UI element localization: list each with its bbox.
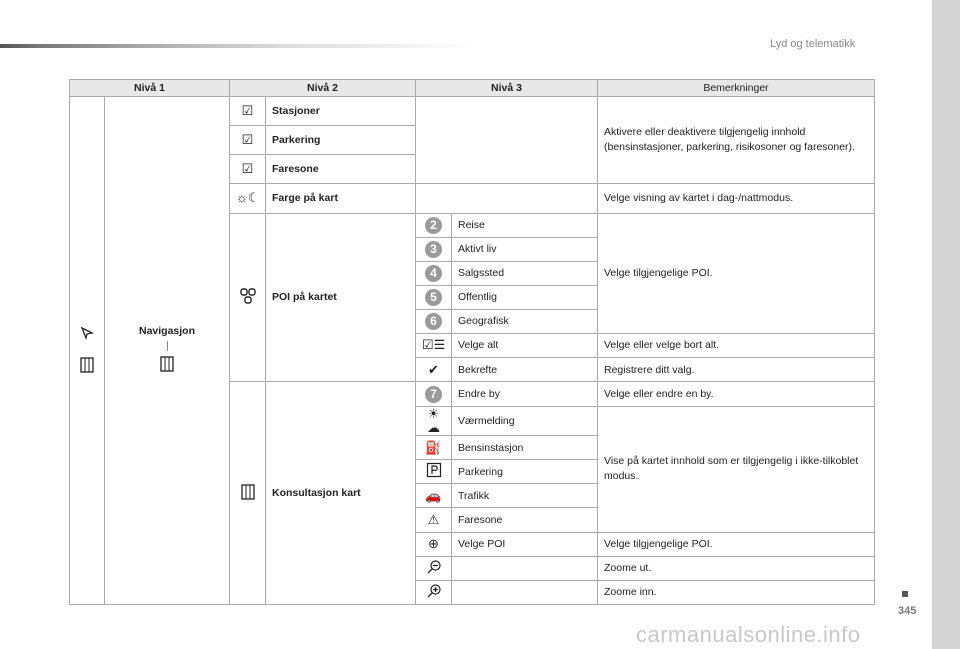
header-level-2: Nivå 2 [230, 80, 416, 97]
parking-icon [416, 460, 452, 484]
warning-icon: ⚠ [416, 508, 452, 532]
poi-number-badge: 4 [425, 265, 442, 282]
day-night-icon: ☼☾ [230, 184, 266, 213]
poi-icon [230, 213, 266, 382]
header-decoration [0, 44, 480, 48]
empty-cell [452, 556, 598, 580]
remark-poi: Velge tilgjengelige POI. [598, 213, 875, 333]
poi-number-badge: 5 [425, 289, 442, 306]
item-vaermelding: Værmelding [452, 407, 598, 436]
remark-endre: Velge eller endre en by. [598, 382, 875, 407]
remark-zoom-out: Zoome ut. [598, 556, 875, 580]
item-stasjoner: Stasjoner [266, 97, 416, 126]
item-velge-poi: Velge POI [452, 532, 598, 556]
remark-velge-poi: Velge tilgjengelige POI. [598, 532, 875, 556]
poi-item-aktivt-liv: Aktivt liv [452, 237, 598, 261]
table-row [70, 97, 875, 126]
table-header-row [70, 80, 875, 97]
map-menu-icon [159, 355, 175, 373]
side-tab-bar [932, 0, 960, 649]
poi-number-badge: 6 [425, 313, 442, 330]
empty-cell [452, 580, 598, 604]
traffic-car-icon: 🚗 [416, 484, 452, 508]
checkbox-icon: ☑ [230, 126, 266, 155]
remark-farge: Velge visning av kartet i dag-/nattmodus. [598, 184, 875, 213]
item-parkering-2: Parkering [452, 460, 598, 484]
item-parkering: Parkering [266, 126, 416, 155]
empty-cell [416, 97, 598, 184]
navigation-arrow-icon [79, 325, 95, 341]
map-book-icon [230, 382, 266, 605]
checkmark-icon: ✔ [416, 357, 452, 381]
level1-icons [70, 97, 105, 605]
poi-item-geografisk: Geografisk [452, 309, 598, 333]
navigation-label: Navigasjon [138, 325, 196, 338]
checkbox-icon: ☑ [230, 155, 266, 184]
remark-zoom-in: Zoome inn. [598, 580, 875, 604]
item-konsultasjon: Konsultasjon kart [266, 382, 416, 605]
remark-offline: Vise på kartet innhold som er tilgjengelig i ikke-tilkoblet modus. [598, 407, 875, 532]
remark-toggle-content: Aktivere eller deaktivere tilgjengelig innhold (bensinstasjoner, parkering, risikosoner og faresoner). [598, 97, 875, 184]
poi-item-offentlig: Offentlig [452, 285, 598, 309]
page-marker [902, 591, 908, 597]
section-title: Lyd og telematikk [770, 38, 856, 50]
item-farge: Farge på kart [266, 184, 416, 213]
remark-velge-alt: Velge eller velge bort alt. [598, 333, 875, 357]
remark-bekrefte: Registrere ditt valg. [598, 357, 875, 381]
item-bekrefte: Bekrefte [452, 357, 598, 381]
select-all-icon: ☑☰ [416, 333, 452, 357]
city-number-badge: 7 [425, 386, 442, 403]
item-bensinstasjon: Bensinstasjon [452, 436, 598, 460]
header-remarks: Bemerkninger [598, 80, 875, 97]
item-velge-alt: Velge alt [452, 333, 598, 357]
poi-number-badge: 3 [425, 241, 442, 258]
poi-number-badge: 2 [425, 217, 442, 234]
arrow-down-icon [167, 341, 168, 351]
header-level-3: Nivå 3 [416, 80, 598, 97]
item-trafikk: Trafikk [452, 484, 598, 508]
poi-item-salgssted: Salgssted [452, 261, 598, 285]
fuel-pump-icon: ⛽ [416, 436, 452, 460]
navigation-settings-table [69, 79, 875, 605]
map-menu-icon [79, 356, 95, 374]
item-faresone: Faresone [266, 155, 416, 184]
item-endre-by: Endre by [452, 382, 598, 407]
plus-circle-icon: ⊕ [416, 532, 452, 556]
weather-icon: ☀☁ [416, 407, 452, 436]
checkbox-icon: ☑ [230, 97, 266, 126]
item-poi: POI på kartet [266, 213, 416, 382]
item-faresone-2: Faresone [452, 508, 598, 532]
zoom-out-icon [416, 556, 452, 580]
watermark: carmanualsonline.info [636, 622, 861, 647]
zoom-in-icon [416, 580, 452, 604]
page-number: 345 [898, 605, 917, 617]
header-level-1: Nivå 1 [70, 80, 230, 97]
poi-item-reise: Reise [452, 213, 598, 237]
level2-navigation-cell [105, 97, 230, 605]
empty-cell [416, 184, 598, 213]
